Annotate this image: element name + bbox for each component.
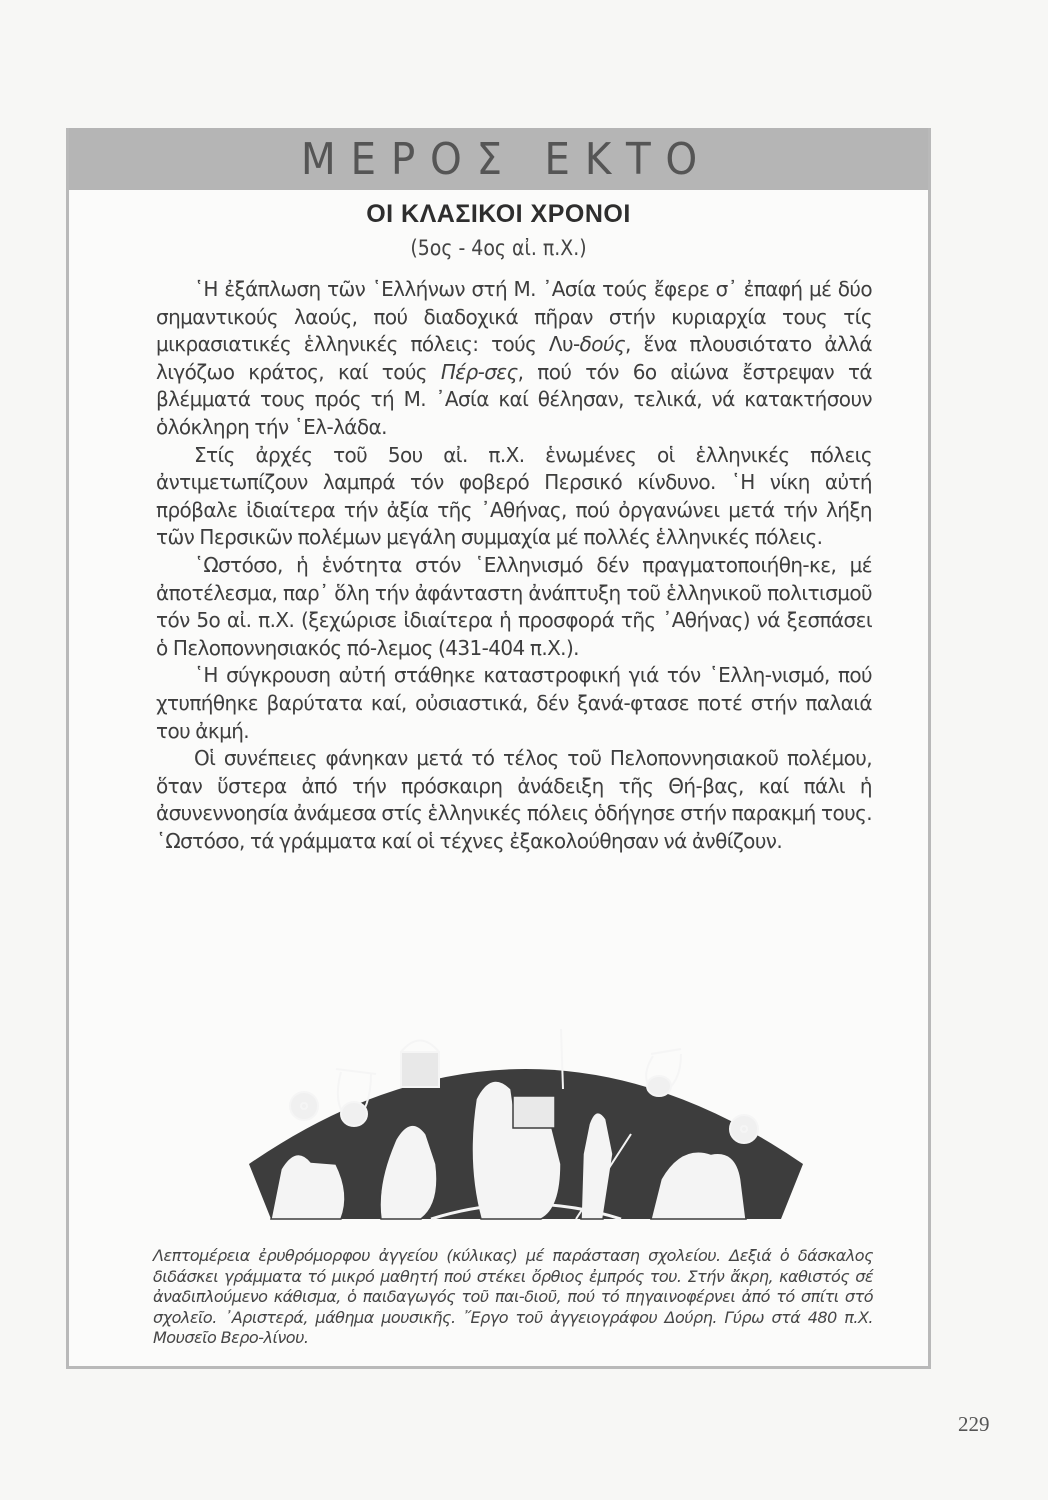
kylix-illustration	[241, 1014, 811, 1244]
paragraph-1-start: ῾Η ἐξάπλωση τῶν ῾Ελλήνων στή Μ. ᾿Ασία τούς ἔφερε σ᾿ ἐπαφή μέ δύο σημαντικούς λαούς, πού διαδοχικά πῆραν στήν κυριαρχία τους τίς μικρασιατικές ἑλληνικές πόλεις: τούς Λυ-	[156, 277, 872, 357]
hanging-disc-left	[290, 1092, 318, 1120]
chapter-frame	[66, 128, 931, 1369]
paragraph-1-mid: , ἕνα πλουσιότατο ἀλλά λιγόζωο κράτος, καί τούς	[156, 332, 872, 384]
paragraph-1-end: , πού τόν 6ο αἰώνα ἔστρεψαν τά βλέμματά τους πρός τή Μ. ᾿Ασία καί θέλησαν, τελικά, νά κατακτήσουν ὁλόκληρη τήν ῾Ελ-λάδα.	[156, 359, 872, 439]
hanging-disc-right	[730, 1115, 758, 1143]
chapter-body	[156, 276, 872, 855]
chapter-subtitle: (5ος - 4ος αἰ. π.Χ.)	[410, 236, 587, 260]
chapter-title: ΟΙ ΚΛΑΣΙΚΟΙ ΧΡΟΝΟΙ	[366, 200, 631, 228]
part-title-band	[69, 128, 928, 190]
paragraph-4: ῾Η σύγκρουση αὐτή στάθηκε καταστροφική γιά τόν ῾Ελλη-νισμό, πού χτυπήθηκε βαρύτατα καί, οὐσιαστικά, δέν ξανά-φτασε ποτέ στήν παλαιά του ἀκμή.	[156, 663, 872, 743]
italic-persians: Πέρ-σες	[440, 359, 518, 384]
paragraph-2: Στίς ἀρχές τοῦ 5ου αἰ. π.Χ. ἑνωμένες οἱ ἑλληνικές πόλεις ἀντιμετωπίζουν λαμπρά τόν φοβερό Περσικό κίνδυνο. ῾Η νίκη αὐτή πρόβαλε ἰδιαίτερα τήν ἀξία τῆς ᾿Αθήνας, πού ὀργανώνει μετά τήν λήξη τῶν Περσικῶν πολέμων μεγάλη συμμαχία μέ πολλές ἑλληνικές πόλεις.	[156, 442, 872, 550]
italic-lydians: δούς	[579, 332, 625, 357]
hanging-basket	[401, 1052, 439, 1087]
paragraph-1	[156, 276, 872, 442]
writing-tablet	[513, 1096, 555, 1128]
paragraph-5: Οἱ συνέπειες φάνηκαν μετά τό τέλος τοῦ Πελοποννησιακοῦ πολέμου, ὅταν ὕστερα ἀπό τήν πρόσκαιρη ἀνάδειξη τῆς Θή-βας, καί πάλι ἡ ἀσυνεννοησία ἀνάμεσα στίς ἑλληνικές πόλεις ὁδήγησε στήν παρακμή τους. ῾Ωστόσο, τά γράμματα καί οἱ τέχνες ἐξακολούθησαν νά ἀνθίζουν.	[156, 746, 872, 853]
part-title: ΜΕΡΟΣ ΕΚΤΟ	[300, 133, 713, 185]
page-number: 229	[958, 1412, 990, 1436]
paragraph-3: ῾Ωστόσο, ἡ ἑνότητα στόν ῾Ελληνισμό δέν πραγματοποιήθη-κε, μέ ἀποτέλεσμα, παρ᾿ ὅλη τήν ἀφάνταστη ἀνάπτυξη τοῦ ἑλληνικοῦ πολιτισμοῦ τόν 5ο αἰ. π.Χ. (ξεχώρισε ἰδιαίτερα ἡ προσφορά τῆς ᾿Αθήνας) νά ξεσπάσει ὁ Πελοποννησιακός πό-λεμος (431-404 π.Χ.).	[156, 552, 872, 660]
illustration-caption: Λεπτομέρεια ἐρυθρόμορφου ἀγγείου (κύλικας) μέ παράσταση σχολείου. Δεξιά ὁ δάσκαλος διδάσκει γράμματα τό μικρό μαθητή πού στέκει ὄρθιος ἐμπρός του. Στήν ἄκρη, καθιστός σέ ἀναδιπλούμενο κάθισμα, ὁ παιδαγωγός τοῦ παι-διοῦ, πού τό πηγαινοφέρνει ἀπό τό σπίτι στό σχολεῖο. ᾿Αριστερά, μάθημα μουσικῆς. ῎Εργο τοῦ ἀγγειογράφου Δούρη. Γύρω στά 480 π.Χ. Μουσεῖο Βερο-λίνου.	[153, 1246, 873, 1347]
